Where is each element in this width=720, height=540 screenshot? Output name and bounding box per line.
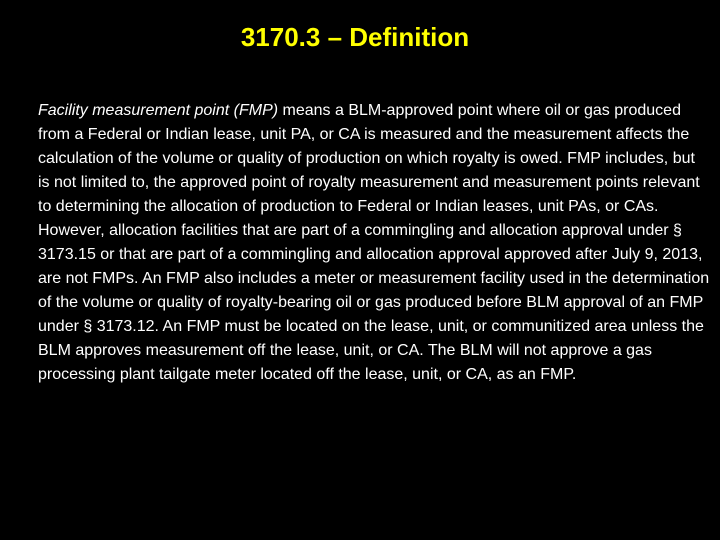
defined-term: Facility measurement point (FMP) [38,102,279,119]
definition-text: means a BLM-approved point where oil or gas produced from a Federal or Indian lease, unit PA, or CA is measured and the measurement affects the calculation of the volume or quality of production on which royalty is owed. FMP includes, but is not limited to, the approved point of royalty measurement and measurement points relevant to determining the allocation of production to Federal or Indian leases, unit PAs, or CAs. However, allocation facilities that are part of a commingling and allocation approval under § 3173.15 or that are part of a commingling and allocation approval approved after July 9, 2013, are not FMPs. An FMP also includes a meter or measurement facility used in the determination of the volume or quality of royalty-bearing oil or gas produced before BLM approval of an FMP under § 3173.12. An FMP must be located on the lease, unit, or communitized area unless the BLM approves measurement off the lease, unit, or CA. The BLM will not approve a gas processing plant tailgate meter located off the lease, unit, or CA, as an FMP. [38,102,710,383]
definition-paragraph [38,99,710,387]
slide-title: 3170.3 – Definition [240,22,470,52]
